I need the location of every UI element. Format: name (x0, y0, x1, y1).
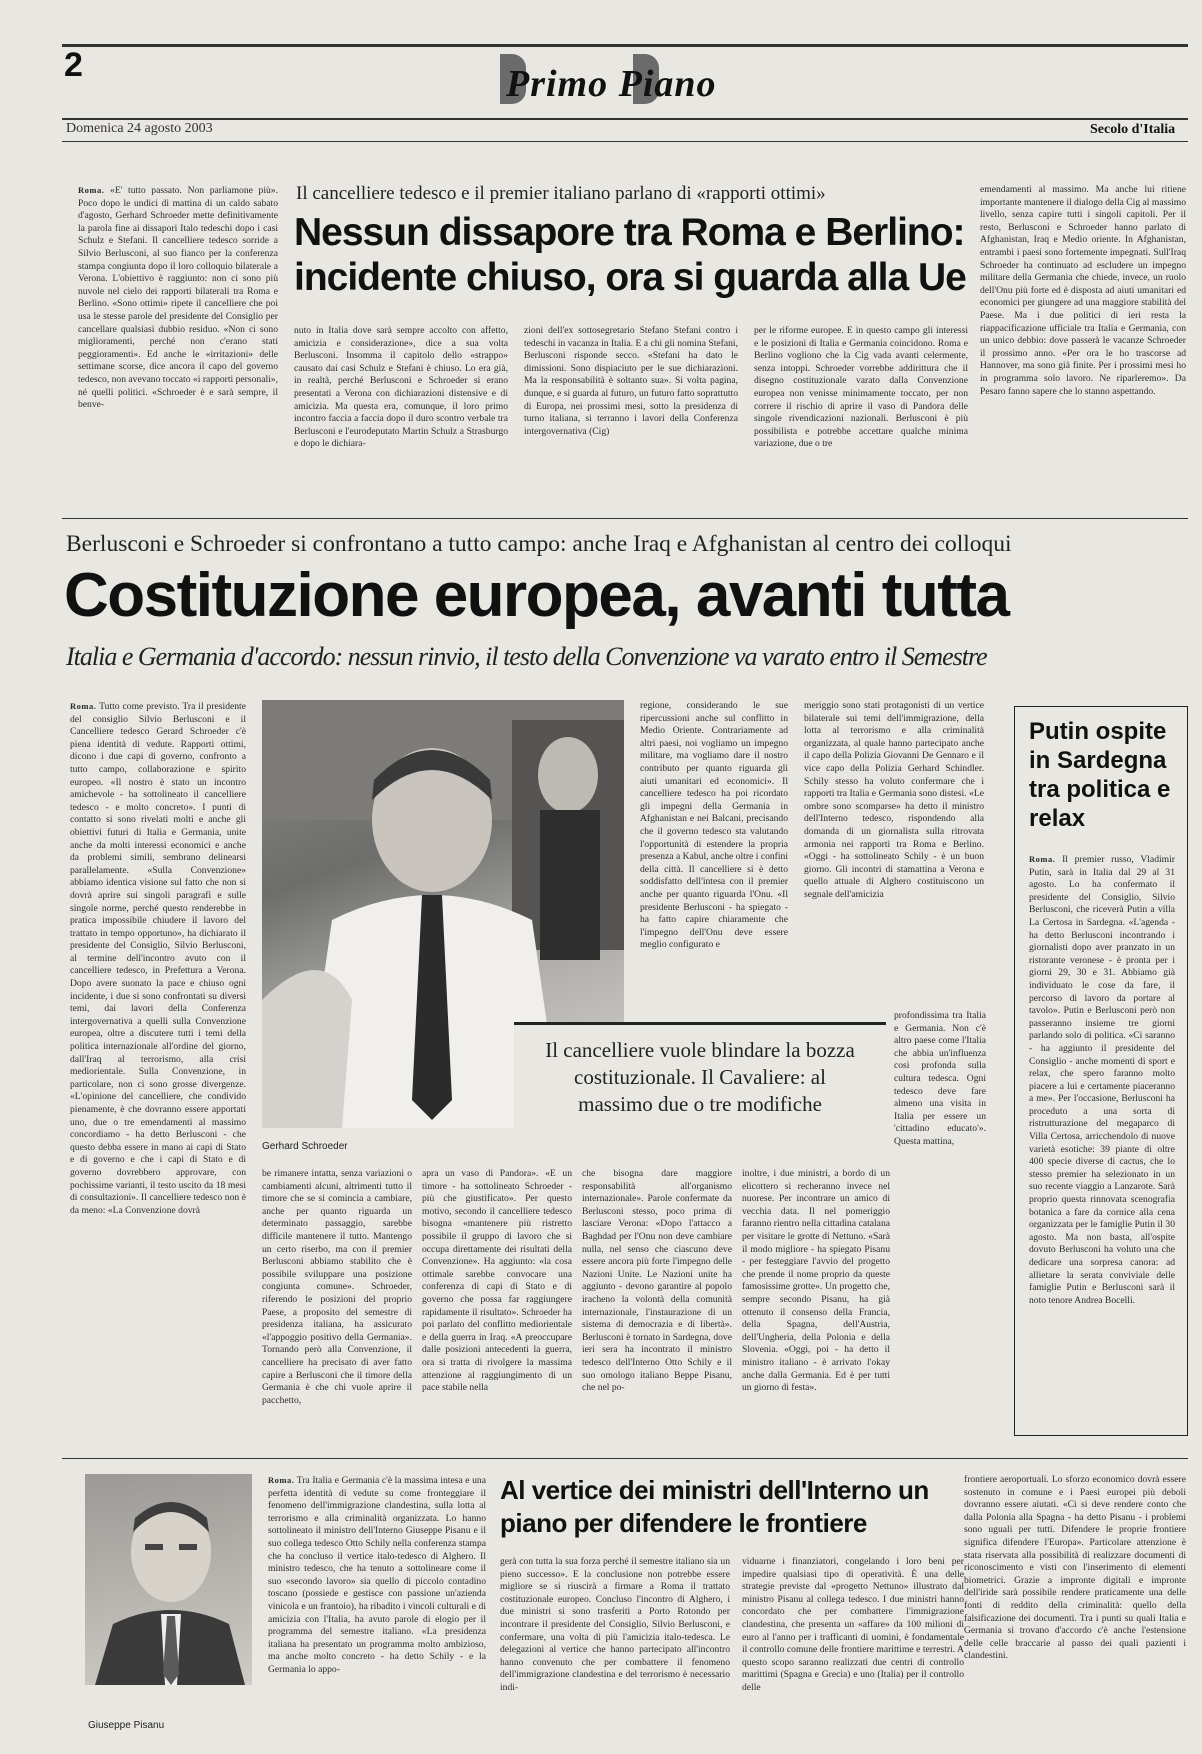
top-article-col2: nuto in Italia dove sarà sempre accolto con affetto, amicizia e considerazione», dice a sua volta Berlusconi. Insomma il capitolo dello «strappo» causato dai casi Schulz e Stefani è chiuso. Lo era già, in realtà, perché Berlusconi e Schroeder si erano presentati a Verona con dichiarazioni distensive e di amicizia. Ma questa era, comunque, il loro primo incontro faccia a faccia dopo il duro scontro verbale tra Berlusconi e l'eurodeputato Martin Schulz a Strasburgo e dopo le dichiara- (294, 325, 508, 450)
main-article-subheadline: Italia e Germania d'accordo: nessun rinvio, il testo della Convenzione va varato entro il Semestre (66, 642, 987, 671)
sidebar-box (1014, 706, 1188, 1436)
top-article-kicker: Il cancelliere tedesco e il premier italiano parlano di «rapporti ottimi» (296, 183, 826, 204)
top-article-col1: Roma. «E' tutto passato. Non parliamone più». Poco dopo le undici di mattina di un caldo sabato d'agosto, Gerhard Schroeder mette definitivamente la parola fine ai dissapori Italo tedeschi dopo i casi Schulz e Stefani. Il cancelliere tedesco sorride a Silvio Berlusconi, al suo fianco per la conferenza stampa congiunta dopo il loro colloquio bilaterale a Verona. L'obiettivo è raggiunto: non ci sono più nuvole nel cielo dei rapporti bilaterali tra Roma e Berlino. «Sono ottimi» ripete il cancelliere che poi usa le stesse parole del presidente del Consiglio per cancellare qualsiasi dubbio residuo. «Non ci sono miglioramenti, perché non c'erano stati peggioramenti». Ed anche le «irritazioni» delle settimane scorse, dice ancora il capo del governo tedesco, non avevano toccato «i rapporti personali», né quelli politici. «Schroeder è e sarà sempre, il benve- (78, 185, 278, 411)
section-title (500, 50, 760, 112)
sidebar-dateline: Roma. (1029, 854, 1056, 864)
top-article-col5: emendamenti al massimo. Ma anche lui ritiene importante mantenere il dialogo della Cig al massimo livello, senza capire tutti i singoli capitoli. Per il resto, Berlusconi e Schroeder hanno parlato di Afghanistan, Iraq e Medio oriente. In Afghanistan, entrambi i paesi sono fortemente impegnati. Sull'Iraq Schroeder ha continuato ad escludere un impegno militare della Germania che chiede, invece, un ruolo dell'Onu più forte ed è disposta ad aiuti umanitari ed economici per giungere ad una maggiore stabilità del Paese. Ma i due politici di ieri resta la riappacificazione ufficiale tra Italia e Germania, con un unico debbio: dove passerà le vacanze Schroeder il prossimo anno. «Per ora le ho trascorse ad Hannover, ma sono già finite. Per i prossimi mesi ho in programma solo lavoro. Ne riparleremo». Da Pesaro fanno sapere che lo stanno aspettando. (980, 184, 1186, 397)
main-article-col1: Roma. Tutto come previsto. Tra il presidente del consiglio Silvio Berlusconi e il Cancelliere tedesco Gerard Schroeder c'è piena identità di vedute. Rapporti ottimi, dicono i due capi di governo, confronto a tutto campo, collaborazione e spirito europeo. «Il nostro è stato un incontro amichevole - ha sottolineato il cancelliere tedesco - e molto concreto». I punti di contatto si sono rivelati molti e anche gli obiettivi futuri di Italia e Germania, unite anche da molti interessi economici e anche da problemi simili, sembrano delinearsi parallelamente. «Sulla Convenzione» abbiamo identica visione sul fatto che non si dovrà aprire sui singoli paragrafi e sulle singole norme, perché questo renderebbe in pratica impossibile chiudere il lavoro del trattato in tempo opportuno», ha dichiarato il presidente del Consiglio, Silvio Berlusconi, al termine dell'incontro avuto con il cancelliere tedesco, in Prefettura a Verona. Dopo avere suonato la pace e chiuso ogni incidente, i due si sono confrontati su diversi temi, dai lavori della Conferenza intergovernativa a quelli sulla Convenzione europea, oltre a discutere tutti i temi della politica internazionale all'ordine del giorno, dall'Iraq al terrorismo, alla crisi mediorientale. Sulla Convenzione, in particolare, non ci sono grosse divergenze. «L'opinione del cancelliere, che condivido pienamente, è che dovranno essere apportati uno, due o tre emendamenti al massimo concordiamo - ha detto Berlusconi - che questo debba essere in mano ai capi di Stato e di governo e che i capi di Stato e di governo dovrebbero approvare, con pochissime varianti, il testo uscito da 18 mesi di consultazioni». Il cancelliere tedesco non è da meno: «La Convenzione dovrà (70, 701, 246, 1216)
bottom-photo (85, 1474, 252, 1685)
bottom-article-col1: Roma. Tra Italia e Germania c'è la massima intesa e una perfetta identità di vedute su come fronteggiare il fenomeno dell'immigrazione clandestina, sulla lotta al terrorismo e alla criminalità organizzata. Lo hanno sottolineato il ministro dell'Interno Giuseppe Pisanu e il suo collega tedesco Otto Schily nella conferenza stampa che ha concluso il vertice italo-tedesco di Alghero. Il ministro tedesco, che ha tenuto a sottolineare come il suo «secondo lavoro» sia quello di piccolo contadino toscano (possiede e gestisce con passione un'azienda vinicola e un frantoio), ha ribadito i vincoli culturali e di amicizia con l'Italia, ha avuto parole di elogio per il programma del semestre italiano. «La presidenza italiana ha presentato un programma molto ambizioso, ma anche molto concreto - ha detto Schily - e la Germania lo appo- (268, 1475, 486, 1675)
main-article-col5b: inoltre, i due ministri, a bordo di un elicottero si recheranno invece nel nuorese. Per incontrare un amico di vecchia data. Il nel pomeriggio faranno rientro nella cittadina catalana per visitare le grotte di Nettuno. «Sarà il modo migliore - ha spiegato Pisanu - per festeggiare l'avvio del progetto che prende il nome proprio da queste famosissime grotte». Un progetto che, sempre secondo Pisanu, ha già ottenuto il consenso della Francia, della Spagna, dell'Austria, dell'Ungheria, della Polonia e della Slovenia. «Oggi, poi - ha detto il ministro italiano - è arrivato l'okay anche dalla Germania. Ed è per tutti un giorno di festa». (742, 1168, 890, 1394)
main-article-pullquote: Il cancelliere vuole blindare la bozza costituzionale. Il Cavaliere: al massimo due o tre modifiche (514, 1022, 886, 1147)
section-title-text: Primo Piano (506, 63, 717, 105)
main-article-col4b: che bisogna dare maggiore responsabilità all'organismo internazionale». Parole confermate da Berlusconi stesso, poco prima di lasciare Verona: «Dopo l'attacco a Baghdad per l'Onu non deve cambiare nulla, nel senso che ciascuno deve essere ancora più forte l'impegno delle Nazioni Unite. Le Nazioni unite ha aggiunto - devono garantire al popolo iracheno la volontà della comunità internazionale, l'instaurazione di un sistema di democrazia e di libertà». Berlusconi è tornato in Sardegna, dove ieri sera ha incontrato il ministro tedesco dell'Interno Otto Schily e il suo omologo italiano Beppe Pisanu, che nel po- (582, 1168, 732, 1394)
page-number: 2 (64, 46, 83, 84)
main-article-col5: profondissima tra Italia e Germania. Non c'è altro paese come l'Italia che abbia un'influenza così profonda sulla cultura tedesca. Ogni tedesco deve fare almeno una visita in Italia per essere un 'cittadino educato'». Questa mattina, (894, 1010, 986, 1147)
masthead-rule-bottom (62, 141, 1188, 142)
main-article-kicker: Berlusconi e Schroeder si confrontano a tutto campo: anche Iraq e Afghanistan al centro dei colloqui (66, 531, 1012, 557)
main-photo-caption: Gerhard Schroeder (262, 1141, 348, 1152)
bottom-article-col4: frontiere aeroportuali. Lo sforzo economico dovrà essere sostenuto in comune e i Paesi europei più deboli dovranno essere aiutati. «Ci si deve rendere conto che dalla Polonia alla Spagna - ha detto Pisanu - i problemi sono uguali per tutti. Difendere le proprie frontiere significa difendere l'Europa». Particolare attenzione è stata riservata alla possibilità di realizzare documenti di riconoscimento e visti con l'inserimento di elementi biometrici. Grazie a impronte digitali e impronte dell'iride sarà possibile rendere praticamente una delle fonti di reddito della criminalità: quello della falsificazione dei documenti. Tra i punti su quali Italia e Germania si trovano d'accordo c'è anche l'estensione delle celle braccarie al passo dei quali pazienti i clandestini. (964, 1474, 1186, 1662)
main-article-dateline: Roma. (70, 701, 97, 711)
sidebar-body: Roma. Il premier russo, Vladimir Putin, sarà in Italia dal 29 al 31 agosto. Lo ha confermato il presidente del Consiglio, Silvio Berlusconi, che riceverà Putin a villa La Certosa in Sardegna. «L'agenda - ha detto Berlusconi incontrando i giornalisti dopo aver pranzato in un ristorante veronese - è pronta per i giorni 29, 30 e 31. Abbiamo già individuato le cose da fare, il percorso di lavoro da portare al tavolo». Putin e Berlusconi però non passeranno insieme tre giorni parlando solo di politica. «Ci saranno - ha aggiunto il presidente del Consiglio - anche momenti di sport e relax, che spero faranno molto piacere a lui e certamente piaceranno a me». Per l'occasione, Berlusconi ha proceduto a una sorta di ristrutturazione del megaparco di Villa Certosa, arricchendolo di nuove varietà esotiche: 39 piante di oltre 400 specie diverse di cactus, che lo stesso premier ha selezionato in un suo recente viaggio a Lanzarote. Sarà proprio questa rinnovata scenografia botanica a fare da cornice alla cena organizzata per le famiglie Putin il 30 agosto. Ma non basta, all'ospite dovuto Berlusconi ha voluto una che dedicare una sorpresa canora: ad allietare la serata conviviale delle famiglie Putin e Berlusconi sarà il noto tenore Andrea Bocelli. (1029, 854, 1175, 1306)
bottom-photo-caption: Giuseppe Pisanu (88, 1720, 165, 1731)
section-divider-1 (62, 518, 1188, 519)
main-article-col4: meriggio sono stati protagonisti di un vertice bilaterale sui temi dell'immigrazione, della lotta al terrorismo e alla criminalità organizzata, al quale hanno partecipato anche il capo della Polizia Giovanni De Gennaro e il vice capo della Polizia Gerhard Schindler. Schily stesso ha voluto confermare che i rapporti tra Italia e Germania sono distesi. «Le ombre sono scomparse» ha detto il ministro dell'Interno tedesco, rispondendo alla domanda di un giornalista sulla ritrovata armonia nei rapporti tra Roma e Berlino. «Oggi - ha sottolineato Schily - è un buon giorno. Gli incontri di stamattina a Verona e quello attuale di Alghero costituiscono un segnale dell'amicizia (804, 700, 984, 900)
bottom-article-headline: Al vertice dei ministri dell'Interno un piano per difendere le frontiere (500, 1475, 929, 1538)
top-rule (62, 44, 1188, 47)
bottom-article-dateline: Roma. (268, 1475, 295, 1485)
main-article-headline: Costituzione europea, avanti tutta (64, 561, 1009, 630)
main-article-col3: regione, considerando le sue ripercussioni anche sul conflitto in Medio Oriente. Contrariamente ad altri paesi, noi vogliamo un impegno militare, ma vogliamo dare il nostro contributo per quanto riguarda gli aiuti umanitari ed economici». Il cancelliere tedesco ha poi ricordato gli impegni della Germania in Afghanistan e nei Balcani, precisando che il governo tedesco sta valutando l'opportunità di estendere la propria presenza a Kabul, anche oltre i confini della città. Il cancelliere si è detto soddisfatto dell'intesa con il premier anche per quanto riguarda l'Onu. «Il presidente Berlusconi - ha spiegato - ha fatto capire chiaramente che l'impegno dell'Onu deve essere meglio configurato e (640, 700, 788, 951)
top-article-dateline: Roma. (78, 185, 105, 195)
main-article-col3b: apra un vaso di Pandora». «E un timore - ha sottolineato Schroeder - più che giustificato». Per questo motivo, secondo il cancelliere tedesco bisogna «mantenere più ristretto possibile il gruppo di lavoro che si occupa direttamente dei risultati della Convenzione». Ha aggiunto: «la cosa ottimale sarebbe convocare una conferenza di capi di Stato e di governo che possa far raggiungere rapidamente il risultato». Schroeder ha poi parlato del conflitto mediorientale e della guerra in Iraq. «A preoccupare dalle posizioni antecedenti la guerra, ora si tratta di rivolgere la massima attenzione al raggiungimento di un pace stabile nella (422, 1168, 572, 1394)
top-article-col3: zioni dell'ex sottosegretario Stefano Stefani contro i tedeschi in vacanza in Italia. E a chi gli nomina Stefani, Berlusconi risponde secco. «Stefani ha dato le dimissioni. Sono dispiaciuto per le sue dichiarazioni. Ma la responsabilità è soltanto sua». Si volta pagina, dunque, e si guarda al futuro, un futuro fatto soprattutto di Europa, nei prossimi mesi, sotto la presidenza di turno italiana, si terranno i lavori della Conferenza intergovernativa (Cig) (524, 325, 738, 437)
section-divider-2 (62, 1458, 1188, 1459)
top-article-col4: per le riforme europee. E in questo campo gli interessi e le posizioni di Italia e Germania coincidono. Roma e Berlino vogliono che la Cig vada avanti celermente, senza intoppi. Schroeder vorrebbe addirittura che il disegno costituzionale varato dalla Convenzione europea non venisse minimamente toccato, per non correre il rischio di aprire il vaso di Pandora delle singole rivendicazioni nazionali. Berlusconi è più possibilista e potrebbe accettare qualche minima variazione, due o tre (754, 325, 968, 450)
masthead-newspaper: Secolo d'Italia (1090, 122, 1176, 137)
masthead-date: Domenica 24 agosto 2003 (66, 121, 213, 136)
bottom-article-col2: gerà con tutta la sua forza perché il semestre italiano sia un pieno successo». E la conclusione non potrebbe essere migliore se si riuscirà a firmare a Roma il trattato costituzionale europeo. Concluso l'incontro di Alghero, i due ministri si sono trasferiti a Porto Rotondo per incontrare il presidente del Consiglio, Silvio Berlusconi, e confermare, una volta di più l'amicizia italo-tedesca. Le delegazioni al vertice che hanno partecipato all'incontro hanno convenuto che per combattere il fenomeno dell'immigrazione clandestina e del terrorismo è necessario indi- (500, 1556, 730, 1693)
pisanu-portrait-icon (85, 1474, 252, 1685)
sidebar-headline: Putin ospite in Sardegna tra politica e relax (1029, 718, 1171, 832)
top-article-headline: Nessun dissapore tra Roma e Berlino: incidente chiuso, ora si guarda alla Ue (294, 211, 966, 299)
main-article-col2b: be rimanere intatta, senza variazioni o cambiamenti alcuni, altrimenti tutto il timore che se si comincia a cambiare, anche per quanto riguarda un determinato passaggio, sarebbe difficile mantenere il tutto. Mantengo un certo riserbo, ma con il premier Berlusconi abbiamo stabilito che è possibile sviluppare una posizione congiunta comune». Schroeder, riferendo le posizioni del proprio Paese, a proposito del semestre di presidenza italiana, ha assicurato «l'appoggio positivo della Germania». Tornando però alla Convenzione, il cancelliere ha precisato di aver fatto capire a Berlusconi che il timore della Germania è che chi vuole aprire il pacchetto, (262, 1168, 412, 1406)
masthead-rule (62, 118, 1188, 120)
bottom-article-col3: viduarne i finanziatori, congelando i loro beni per impedire qualsiasi tipo di operatività. È una delle strategie previste dal «progetto Nettuno» illustrato dal ministro Pisanu al collega tedesco. I due ministri hanno concordato che per combattere l'immigrazione clandestina, che presenta un «affare» da 100 milioni di euro al l'anno per i trafficanti di uomini, è fondamentale il controllo comune delle frontiere marittime e terrestri. A questo scopo saranno realizzati due centri di controllo marittimi (Spagna e Grecia) e uno (Italia) per il controllo delle (742, 1556, 964, 1693)
